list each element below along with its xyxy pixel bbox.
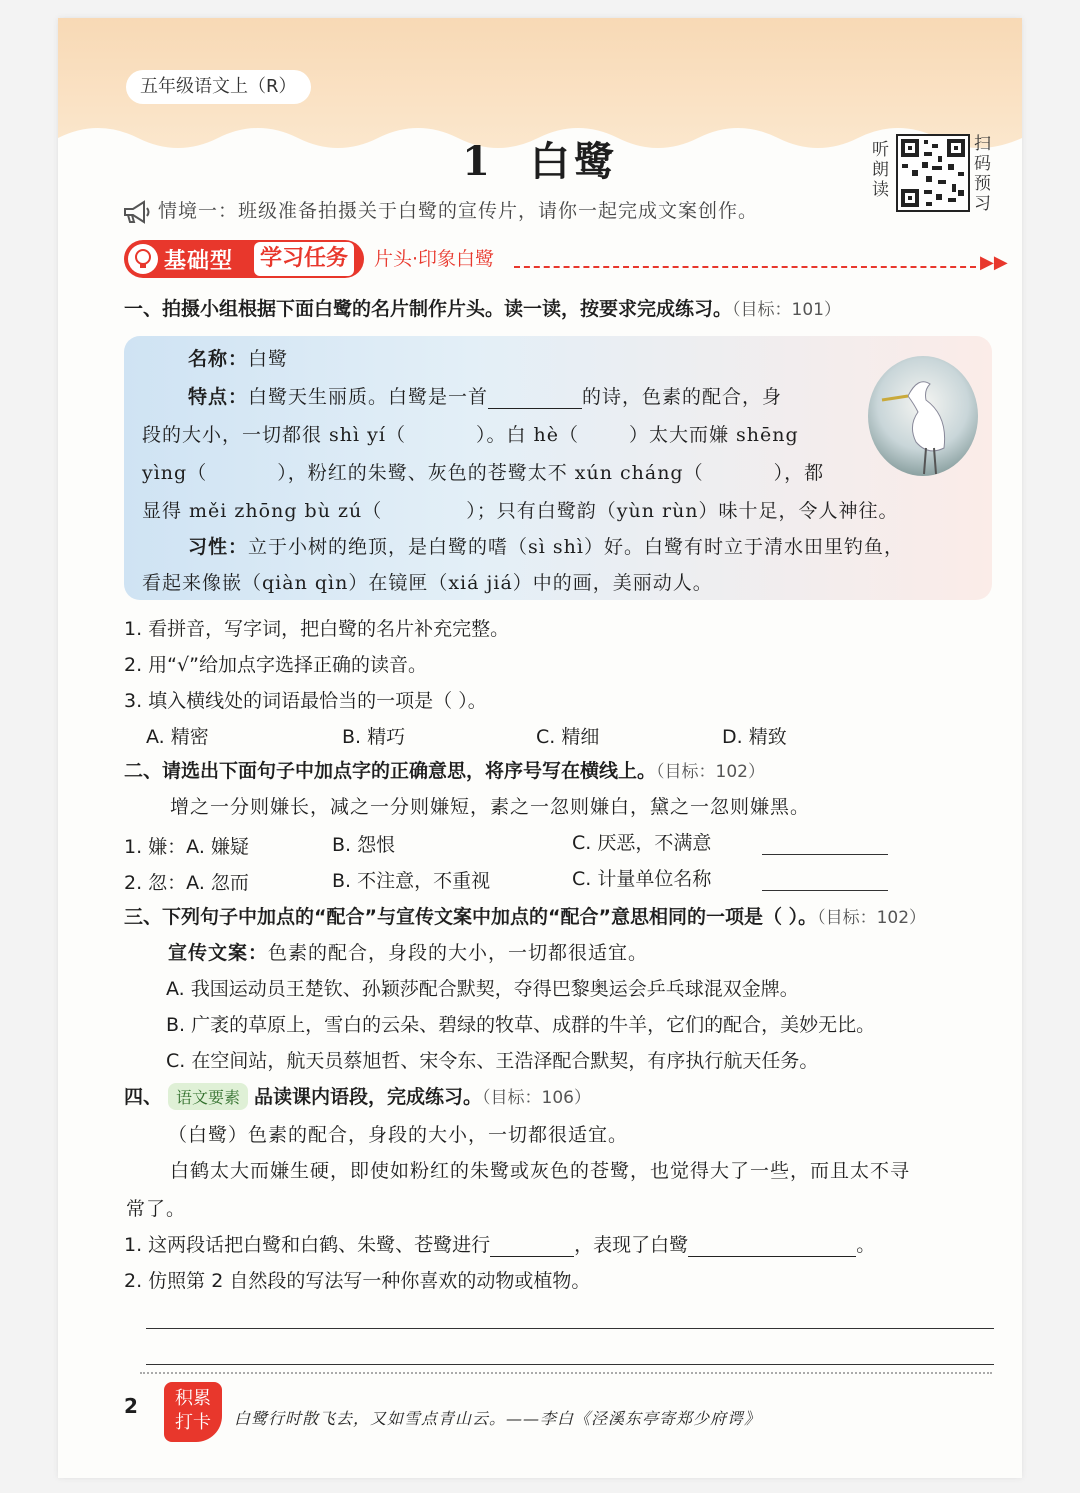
section1-title: 一、拍摄小组根据下面白鹭的名片制作片头。读一读，按要求完成练习。 xyxy=(124,298,733,320)
card-name-label: 名称： xyxy=(188,348,249,370)
writing-line[interactable] xyxy=(146,1364,994,1365)
card-line-5 xyxy=(188,532,904,559)
section4-q2: 2. 仿照第 2 自然段的写法写一种你喜欢的动物或植物。 xyxy=(124,1270,591,1292)
card-text: 白鹭天生丽质。白鹭是一首 xyxy=(248,386,489,408)
row1-item-b: B. 怨恨 xyxy=(332,834,396,856)
fill-blank[interactable] xyxy=(490,1234,574,1257)
card-habits-label: 习性： xyxy=(188,536,249,558)
card-features-label: 特点： xyxy=(188,386,249,408)
section1-q1: 1. 看拼音，写字词，把白鹭的名片补充完整。 xyxy=(124,618,510,640)
card-text: ）太大而嫌 shēng xyxy=(629,424,799,446)
passage-line-3: 常了。 xyxy=(126,1198,187,1220)
card-line-3 xyxy=(142,458,824,485)
section3-goal: （目标：102） xyxy=(817,908,927,928)
section3-option-c[interactable]: C. 在空间站，航天员蔡旭哲、宋令东、王浩泽配合默契，有序执行航天任务。 xyxy=(166,1050,819,1072)
row2-item-c: C. 计量单位名称 xyxy=(572,868,712,890)
section1-goal: （目标：101） xyxy=(732,300,841,320)
task-badge xyxy=(124,240,364,278)
copy-label: 宣传文案： xyxy=(168,942,269,964)
section2-title: 二、请选出下面句子中加点字的正确意思，将序号写在横线上。 xyxy=(124,760,657,782)
row1-item-a: 1. 嫌：A. 嫌疑 xyxy=(124,836,249,858)
lightbulb-icon xyxy=(128,244,158,274)
option-a[interactable]: A. 精密 xyxy=(146,726,209,748)
egret-image xyxy=(868,356,978,476)
card-text: 立于小树的绝顶，是白鹭的嗜（sì shì）好。白鹭有时立于清水田里钓鱼， xyxy=(248,536,904,558)
lesson-name: 白鹭 xyxy=(529,138,618,185)
fill-blank[interactable] xyxy=(488,386,582,409)
section3-heading xyxy=(124,902,926,929)
page-number: 2 xyxy=(124,1394,138,1418)
stamp-bottom: 打卡 xyxy=(175,1412,211,1433)
section1-heading xyxy=(124,294,841,321)
row1-item-c: C. 厌恶，不满意 xyxy=(572,832,712,854)
double-arrow-icon: ▶▶ xyxy=(980,252,1008,273)
row2-item-a: 2. 忽：A. 忽而 xyxy=(124,872,249,894)
section2-sentence: 增之一分则嫌长，减之一分则嫌短，素之一忽则嫌白，黛之一忽则嫌黑。 xyxy=(170,796,811,818)
section4-q1 xyxy=(124,1230,875,1257)
task-label: 学习任务 xyxy=(254,242,354,276)
task-banner xyxy=(124,240,1008,278)
section2-goal: （目标：102） xyxy=(656,762,765,782)
qr-code-icon[interactable] xyxy=(896,134,970,212)
card-line-4 xyxy=(142,496,899,523)
card-text: 段的大小，一切都很 shì yí（ xyxy=(142,424,406,446)
section4-heading xyxy=(124,1082,591,1110)
passage-line-1: （白鹭）色素的配合，身段的大小，一切都很适宜。 xyxy=(168,1124,629,1146)
footer-divider xyxy=(140,1372,992,1374)
section3-title: 三、下列句子中加点的“配合”与宣传文案中加点的“配合”意思相同的一项是（ ）。 xyxy=(124,906,818,928)
option-c[interactable]: C. 精细 xyxy=(536,726,600,748)
task-subtitle: 片头·印象白鹭 xyxy=(374,248,495,270)
q1-text: 1. 这两段话把白鹭和白鹤、朱鹭、苍鹭进行 xyxy=(124,1234,491,1256)
card-text: ），粉红的朱鹭、灰色的苍鹭太不 xún cháng（ xyxy=(277,462,704,484)
section4-prefix: 四、 xyxy=(124,1086,163,1108)
scenario-line xyxy=(122,196,758,225)
card-line-1 xyxy=(188,382,782,409)
qr-preview-label: 扫码预习 xyxy=(974,134,991,214)
task-divider xyxy=(514,266,976,268)
card-text: ），都 xyxy=(773,462,825,484)
q1-text: 。 xyxy=(856,1234,876,1256)
section3-option-b[interactable]: B. 广袤的草原上，雪白的云朵、碧绿的牧草、成群的牛羊，它们的配合，美妙无比。 xyxy=(166,1014,876,1036)
megaphone-icon xyxy=(122,199,152,225)
section2-heading xyxy=(124,756,765,783)
option-d[interactable]: D. 精致 xyxy=(722,726,787,748)
task-type: 基础型 xyxy=(164,249,234,274)
card-name-value: 白鹭 xyxy=(248,348,289,370)
card-text: ）。白 hè（ xyxy=(475,424,579,446)
qr-block xyxy=(872,132,992,218)
section1-q3: 3. 填入横线处的词语最恰当的一项是（ ）。 xyxy=(124,690,487,712)
scenario-text: 情境一：班级准备拍摄关于白鹭的宣传片，请你一起完成文案创作。 xyxy=(158,200,759,222)
language-element-tag: 语文要素 xyxy=(168,1083,248,1110)
section3-option-a[interactable]: A. 我国运动员王楚钦、孙颖莎配合默契，夺得巴黎奥运会乒乓球混双金牌。 xyxy=(166,978,799,1000)
stamp-top: 积累 xyxy=(175,1388,211,1409)
card-text: ）；只有白鹭韵（yùn rùn）味十足，令人神往。 xyxy=(466,500,899,522)
passage-line-2: 白鹤太大而嫌生硬，即使如粉红的朱鹭或灰色的苍鹭，也觉得大了一些，而且太不寻 xyxy=(170,1160,911,1182)
card-text: yìng（ xyxy=(142,462,208,484)
section3-copy xyxy=(168,938,648,965)
fill-blank[interactable] xyxy=(688,1234,856,1257)
footer-quote: 白鹭行时散飞去，又如雪点青山云。——李白《泾溪东亭寄郑少府谔》 xyxy=(234,1409,762,1428)
check-in-stamp xyxy=(164,1382,222,1442)
section4-goal: （目标：106） xyxy=(482,1088,591,1108)
option-b[interactable]: B. 精巧 xyxy=(342,726,406,748)
card-line-2 xyxy=(142,420,799,447)
answer-line[interactable] xyxy=(762,854,888,855)
row2-item-b: B. 不注意，不重视 xyxy=(332,870,491,892)
copy-text: 色素的配合，身段的大小，一切都很适宜。 xyxy=(268,942,649,964)
section4-title: 品读课内语段，完成练习。 xyxy=(254,1086,483,1108)
answer-line[interactable] xyxy=(762,890,888,891)
writing-line[interactable] xyxy=(146,1328,994,1329)
card-line-6: 看起来像嵌（qiàn qìn）在镜匣（xiá jiá）中的画，美丽动人。 xyxy=(142,572,713,594)
card-text: 显得 měi zhōng bù zú（ xyxy=(142,500,383,522)
section1-q2: 2. 用“√”给加点字选择正确的读音。 xyxy=(124,654,427,676)
lesson-number: 1 xyxy=(462,138,494,185)
qr-listen-label: 听朗读 xyxy=(872,140,889,200)
card-name-row xyxy=(188,344,288,371)
card-text: 的诗，色素的配合，身 xyxy=(582,386,783,408)
grade-label: 五年级语文上（R） xyxy=(126,70,311,104)
q1-text: ，表现了白鹭 xyxy=(574,1234,689,1256)
egret-card xyxy=(124,336,992,600)
